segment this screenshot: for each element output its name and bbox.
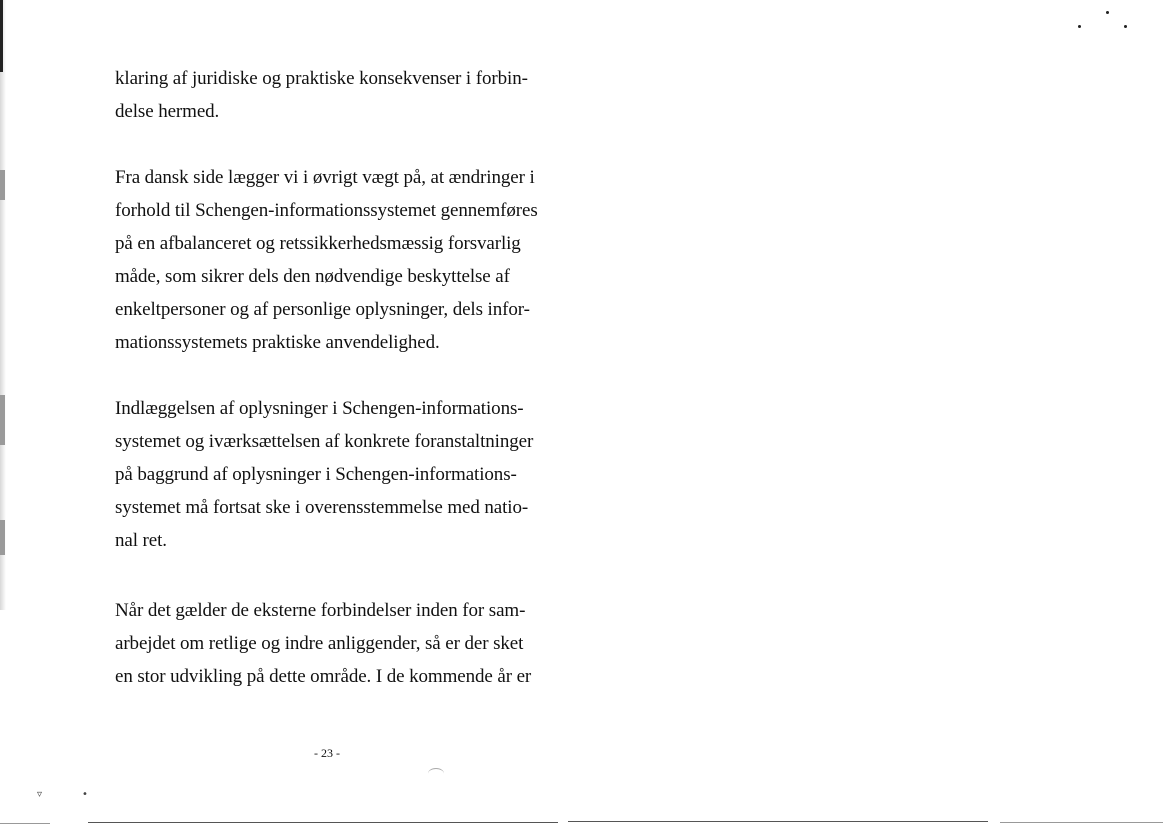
text-line: en stor udvikling på dette område. I de kommende år er [115, 666, 532, 687]
text-line: systemet må fortsat ske i overensstemmelse med natio- [115, 497, 529, 518]
scan-speck [1124, 25, 1127, 28]
text-line: forhold til Schengen-informationssystemet gennemføres [115, 200, 538, 221]
scan-bottom-rule [0, 823, 50, 824]
scan-edge-mark [0, 520, 5, 555]
text-line: enkeltpersoner og af personlige oplysninger, dels infor- [115, 299, 530, 320]
text-line: arbejdet om retlige og indre anliggender, så er der sket [115, 633, 524, 654]
text-line: nal ret. [115, 530, 167, 551]
text-line: måde, som sikrer dels den nødvendige beskyttelse af [115, 266, 510, 287]
scan-speck [1078, 25, 1081, 28]
scan-edge-shadow [0, 0, 6, 610]
scan-edge-mark [0, 170, 5, 200]
text-line: systemet og iværksættelsen af konkrete foranstaltninger [115, 431, 534, 452]
scan-arc-mark [428, 768, 444, 779]
text-line: Indlæggelsen af oplysninger i Schengen-informations- [115, 398, 524, 419]
scan-bottom-rule [1000, 822, 1163, 823]
scan-mark-icon: ▿ [37, 789, 43, 800]
scan-edge-mark [0, 395, 5, 445]
scan-speck [1106, 11, 1109, 14]
scan-bottom-rule [88, 822, 558, 823]
scan-bottom-rule [568, 821, 988, 822]
text-line: delse hermed. [115, 101, 220, 122]
scan-edge-dark [0, 0, 3, 72]
scan-mark-icon: • [82, 789, 88, 800]
text-line: på baggrund af oplysninger i Schengen-informations- [115, 464, 517, 485]
text-line: Fra dansk side lægger vi i øvrigt vægt på, at ændringer i [115, 167, 535, 188]
text-line: klaring af juridiske og praktiske konsekvenser i forbin- [115, 68, 528, 89]
page-number: - 23 - [314, 746, 340, 760]
text-line: på en afbalanceret og retssikkerhedsmæssig forsvarlig [115, 233, 521, 254]
text-line: Når det gælder de eksterne forbindelser inden for sam- [115, 600, 526, 621]
text-line: mationssystemets praktiske anvendelighed. [115, 332, 440, 353]
